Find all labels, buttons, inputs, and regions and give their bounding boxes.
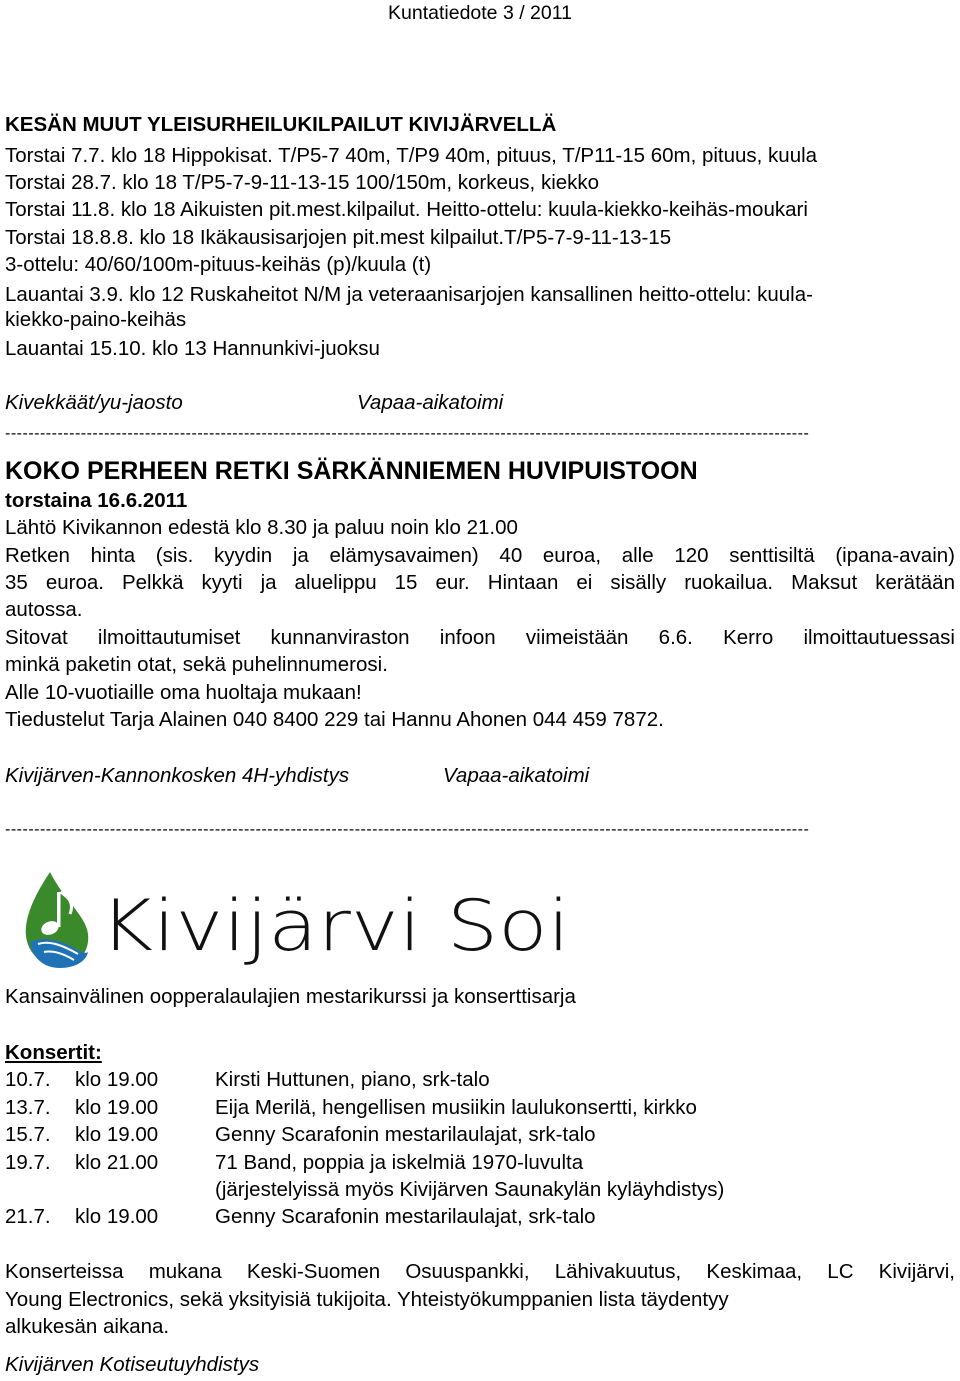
concert-time: klo 19.00 [75, 1123, 159, 1146]
trip-line: autossa. [5, 598, 83, 621]
concerts-heading: Konsertit: [5, 1041, 102, 1064]
concert-time: klo 19.00 [75, 1068, 159, 1091]
athletics-line: Lauantai 15.10. klo 13 Hannunkivi-juoksu [5, 337, 380, 360]
concert-date: 13.7. [5, 1096, 51, 1119]
sponsors-line: Young Electronics, sekä yksityisiä tukijoita. Yhteistyökumppanien lista täydentyy [5, 1288, 729, 1311]
sponsors-line: alkukesän aikana. [5, 1315, 170, 1338]
concert-date: 10.7. [5, 1068, 51, 1091]
kivijarvi-soi-logo [20, 870, 580, 970]
trip-line: Lähtö Kivikannon edestä klo 8.30 ja paluu noin klo 21.00 [5, 516, 518, 539]
trip-date: torstaina 16.6.2011 [5, 489, 188, 512]
trip-line: Tiedustelut Tarja Alainen 040 8400 229 tai Hannu Ahonen 044 459 7872. [5, 708, 664, 731]
trip-line: Retken hinta (sis. kyydin ja elämysavaimen) 40 euroa, alle 120 senttisiltä (ipana-avain) [5, 544, 955, 567]
organizer-name: Kivijärven-Kannonkosken 4H-yhdistys [5, 764, 350, 787]
logo-wordmark: Kivijärvi Soi [100, 885, 570, 967]
trip-title: KOKO PERHEEN RETKI SÄRKÄNNIEMEN HUVIPUISTOON [5, 457, 698, 485]
concert-date: 19.7. [5, 1151, 51, 1174]
trip-line: 35 euroa. Pelkkä kyyti ja aluelippu 15 eur. Hintaan ei sisälly ruokailua. Maksut kerätään [5, 571, 955, 594]
trip-line: Alle 10-vuotiaille oma huoltaja mukaan! [5, 681, 362, 704]
concert-date: 21.7. [5, 1205, 51, 1228]
athletics-title: KESÄN MUUT YLEISURHEILUKILPAILUT KIVIJÄRVELLÄ [5, 113, 557, 136]
athletics-line: kiekko-paino-keihäs [5, 308, 187, 331]
organizer-name: Kivekkäät/yu-jaosto [5, 391, 183, 414]
concert-time: klo 21.00 [75, 1151, 159, 1174]
music-note-stem [57, 892, 61, 927]
separator-line: ------------------------------------------------------------------------------------------------------------------------------------------ [5, 425, 810, 442]
trip-line: minkä paketin otat, sekä puhelinnumerosi. [5, 653, 388, 676]
trip-line: Sitovat ilmoittautumiset kunnanviraston infoon viimeistään 6.6. Kerro ilmoittautuessasi [5, 626, 955, 649]
athletics-line: Lauantai 3.9. klo 12 Ruskaheitot N/M ja veteraanisarjojen kansallinen heitto-ottelu: kuula- [5, 283, 813, 306]
concert-description: Kirsti Huttunen, piano, srk-talo [215, 1068, 490, 1091]
concert-description: Genny Scarafonin mestarilaulajat, srk-talo [215, 1205, 596, 1228]
concert-description: (järjestelyissä myös Kivijärven Saunakylän kyläyhdistys) [215, 1178, 725, 1201]
organizer-name: Kivijärven Kotiseutuyhdistys [5, 1353, 260, 1376]
organizer-name: Vapaa-aikatoimi [357, 391, 504, 414]
concert-description: Eija Merilä, hengellisen musiikin laulukonsertti, kirkko [215, 1096, 697, 1119]
concert-time: klo 19.00 [75, 1096, 159, 1119]
organizer-name: Vapaa-aikatoimi [443, 764, 590, 787]
concert-description: Genny Scarafonin mestarilaulajat, srk-talo [215, 1123, 596, 1146]
athletics-line: Torstai 28.7. klo 18 T/P5-7-9-11-13-15 100/150m, korkeus, kiekko [5, 171, 600, 194]
concert-description: 71 Band, poppia ja iskelmiä 1970-luvulta [215, 1151, 584, 1174]
opera-subtitle: Kansainvälinen oopperalaulajien mestarikurssi ja konserttisarja [5, 985, 576, 1008]
sponsors-line: Konserteissa mukana Keski-Suomen Osuuspankki, Lähivakuutus, Keskimaa, LC Kivijärvi, [5, 1260, 955, 1283]
separator-line: ------------------------------------------------------------------------------------------------------------------------------------------ [5, 821, 810, 838]
page-header-title: Kuntatiedote 3 / 2011 [388, 2, 572, 24]
athletics-line: Torstai 7.7. klo 18 Hippokisat. T/P5-7 40m, T/P9 40m, pituus, T/P11-15 60m, pituus, kuula [5, 144, 818, 167]
athletics-line: 3-ottelu: 40/60/100m-pituus-keihäs (p)/kuula (t) [5, 253, 432, 276]
concert-time: klo 19.00 [75, 1205, 159, 1228]
athletics-line: Torstai 18.8.8. klo 18 Ikäkausisarjojen pit.mest kilpailut.T/P5-7-9-11-13-15 [5, 226, 672, 249]
athletics-line: Torstai 11.8. klo 18 Aikuisten pit.mest.kilpailut. Heitto-ottelu: kuula-kiekko-keihäs-moukari [5, 198, 808, 221]
concert-date: 15.7. [5, 1123, 51, 1146]
